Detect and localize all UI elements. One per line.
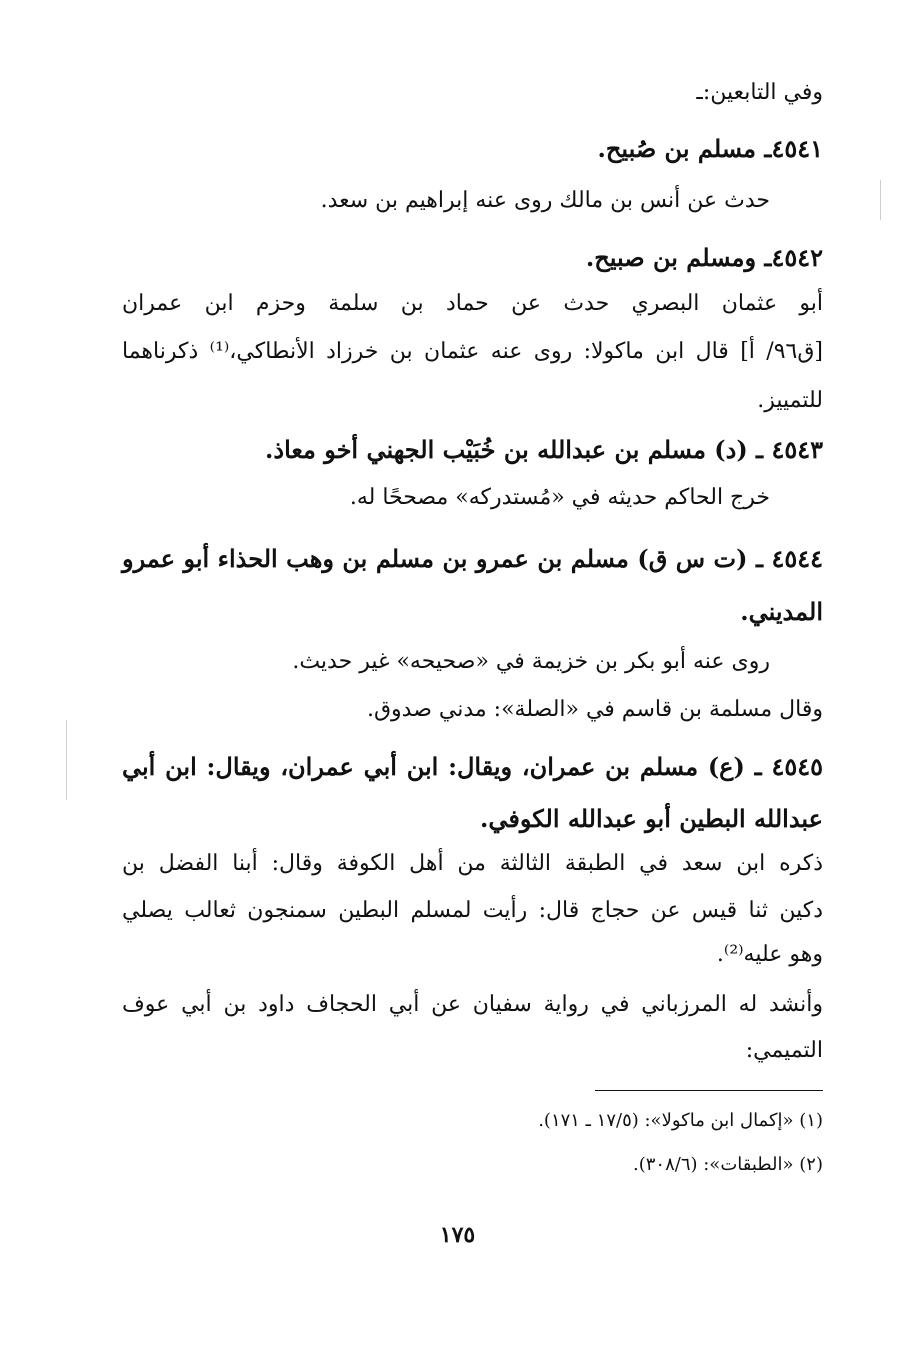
entry-text-line: حدث عن أنس بن مالك روى عنه إبراهيم بن سعد. (320, 188, 770, 213)
entry-text-line: أبو عثمان البصري حدث عن حماد بن سلمة وحزم ابن عمران (122, 291, 823, 316)
entry-text-line: التميمي: (745, 1038, 823, 1063)
entry-text-line: وأنشد له المرزباني في رواية سفيان عن أبي الحجاف داود بن أبي عوف (122, 992, 823, 1017)
entry-heading: ٤٥٤٢ـ ومسلم بن صبيح. (585, 243, 823, 272)
entry-text-line: روى عنه أبو بكر بن خزيمة في «صحيحه» غير حديث. (292, 649, 770, 674)
footnote: (٢) «الطبقات»: (٣٠٨/٦). (633, 1154, 823, 1175)
entry-text-line: ذكره ابن سعد في الطبقة الثالثة من أهل الكوفة وقال: أبنا الفضل بن (122, 851, 823, 876)
footnote: (١) «إكمال ابن ماكولا»: (١٧/٥ ـ ١٧١). (538, 1110, 823, 1131)
entry-text-line: وقال مسلمة بن قاسم في «الصلة»: مدني صدوق. (366, 697, 823, 722)
scan-margin-mark (66, 720, 67, 800)
entry-text-line: للتمييز. (757, 388, 823, 413)
entry-heading-continuation: عبدالله البطين أبو عبدالله الكوفي. (480, 804, 823, 833)
footnote-separator (595, 1090, 823, 1091)
entry-text-line: خرج الحاكم حديثه في «مُستدركه» مصححًا له. (349, 485, 770, 510)
entry-heading: ٤٥٤٤ ـ (ت س ق) مسلم بن عمرو بن مسلم بن وهب الحذاء أبو عمرو (122, 544, 823, 573)
entry-heading: ٤٥٤١ـ مسلم بن صُبيح. (597, 134, 823, 163)
entry-text-line: دكين ثنا قيس عن حجاج قال: رأيت لمسلم البطين سمنجون ثعالب يصلي (122, 898, 823, 923)
entry-heading: ٤٥٤٣ ـ (د) مسلم بن عبدالله بن خُبَيْب الجهني أخو معاذ. (265, 435, 823, 464)
entry-heading: ٤٥٤٥ ـ (ع) مسلم بن عمران، ويقال: ابن أبي عمران، ويقال: ابن أبي (122, 752, 823, 781)
scan-margin-mark (880, 180, 881, 220)
entry-text-line: وهو عليه⁽²⁾. (716, 942, 823, 967)
intro-line: وفي التابعين:ـ (696, 80, 823, 105)
entry-heading-continuation: المديني. (740, 597, 823, 626)
page-number: ١٧٥ (439, 1222, 476, 1248)
entry-text-line: [ق٩٦/ أ] قال ابن ماكولا: روى عنه عثمان بن خرزاد الأنطاكي،⁽¹⁾ ذكرناهما (122, 339, 824, 364)
